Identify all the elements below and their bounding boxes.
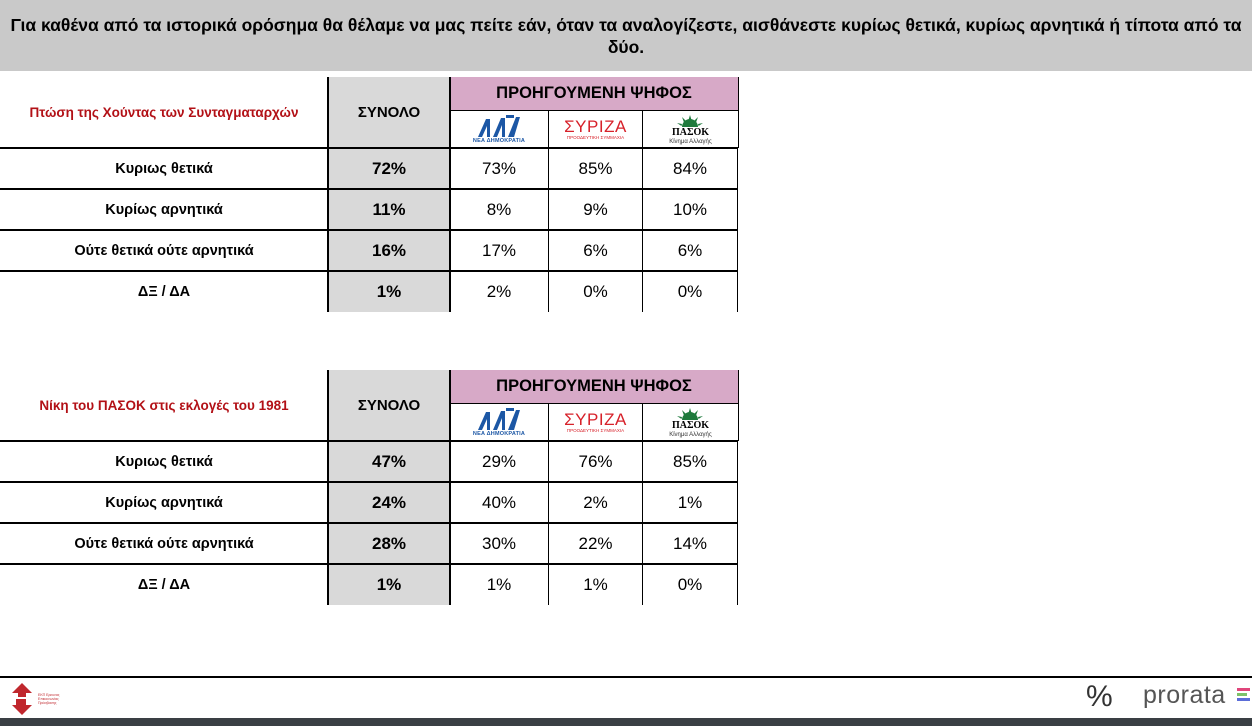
pasok-sun-icon bbox=[677, 408, 703, 420]
column-divider bbox=[449, 370, 451, 605]
pasok-sun-icon bbox=[677, 115, 703, 127]
column-divider bbox=[738, 77, 740, 148]
row-label: Ούτε θετικά ούτε αρνητικά bbox=[74, 242, 254, 259]
pasok-value: 10% bbox=[643, 189, 738, 230]
total-column-header: ΣΥΝΟΛΟ bbox=[328, 77, 450, 148]
column-divider bbox=[738, 370, 740, 441]
syriza-logo-subtext: ΠΡΟΟΔΕΥΤΙΚΗ ΣΥΜΜΑΧΙΑ bbox=[566, 135, 625, 141]
row-divider bbox=[0, 270, 738, 272]
nd-logo bbox=[473, 407, 525, 438]
syriza-value: 9% bbox=[549, 189, 643, 230]
syriza-value: 0% bbox=[549, 271, 643, 312]
syriza-value: 22% bbox=[549, 523, 643, 564]
footer-left-logo bbox=[12, 683, 62, 715]
nd-value: 73% bbox=[450, 148, 549, 189]
total-value: 72% bbox=[328, 148, 450, 189]
row-divider bbox=[0, 229, 738, 231]
pasok-value: 0% bbox=[643, 271, 738, 312]
syriza-logo bbox=[564, 118, 627, 141]
row-label: Κυριως θετικά bbox=[115, 160, 213, 177]
column-divider bbox=[327, 370, 329, 605]
nd-logo bbox=[473, 114, 525, 145]
nd-logo-icon bbox=[476, 407, 522, 431]
footer-bar bbox=[0, 718, 1252, 726]
total-value: 1% bbox=[328, 564, 450, 605]
nd-value: 17% bbox=[450, 230, 549, 271]
topic-title: Πτώση της Χούντας των Συνταγματαρχών bbox=[29, 105, 299, 120]
total-value: 1% bbox=[328, 271, 450, 312]
nd-value: 29% bbox=[450, 441, 549, 482]
total-value: 16% bbox=[328, 230, 450, 271]
pasok-value: 14% bbox=[643, 523, 738, 564]
total-value: 28% bbox=[328, 523, 450, 564]
syriza-value: 1% bbox=[549, 564, 643, 605]
nd-value: 2% bbox=[450, 271, 549, 312]
row-divider bbox=[0, 481, 738, 483]
results-table-1 bbox=[0, 77, 740, 312]
row-label: ΔΞ / ΔΑ bbox=[137, 283, 191, 300]
pasok-logo-text: ΠΑΣΟΚ bbox=[671, 126, 710, 138]
row-label: Κυρίως αρνητικά bbox=[105, 201, 223, 218]
question-header bbox=[0, 0, 1252, 71]
prorata-percent-icon: % bbox=[1086, 680, 1113, 713]
nd-column-header bbox=[450, 111, 549, 148]
nd-value: 1% bbox=[450, 564, 549, 605]
previous-vote-header: ΠΡΟΗΓΟΥΜΕΝΗ ΨΗΦΟΣ bbox=[450, 370, 738, 404]
pasok-value: 84% bbox=[643, 148, 738, 189]
total-value: 47% bbox=[328, 441, 450, 482]
nd-column-header bbox=[450, 404, 549, 441]
syriza-logo bbox=[564, 411, 627, 434]
syriza-value: 85% bbox=[549, 148, 643, 189]
syriza-logo-text: ΣΥΡΙΖΑ bbox=[564, 410, 627, 430]
row-label: Κυριως θετικά bbox=[115, 453, 213, 470]
syriza-column-header bbox=[549, 111, 643, 148]
row-label: Ούτε θετικά ούτε αρνητικά bbox=[74, 535, 254, 552]
syriza-column-header bbox=[549, 404, 643, 441]
row-divider bbox=[0, 188, 738, 190]
topic-title: Νίκη του ΠΑΣΟΚ στις εκλογές του 1981 bbox=[39, 398, 289, 413]
pasok-value: 0% bbox=[643, 564, 738, 605]
prorata-logo-text: prorata bbox=[1143, 681, 1226, 709]
syriza-value: 76% bbox=[549, 441, 643, 482]
pasok-value: 1% bbox=[643, 482, 738, 523]
column-divider bbox=[449, 77, 451, 312]
syriza-value: 2% bbox=[549, 482, 643, 523]
pasok-value: 6% bbox=[643, 230, 738, 271]
total-column-header: ΣΥΝΟΛΟ bbox=[328, 370, 450, 441]
column-divider bbox=[327, 77, 329, 312]
institute-text: ΕΚΠ Ερευνας Επικοινωνίας Πρόσβασης bbox=[38, 693, 60, 705]
syriza-value: 6% bbox=[549, 230, 643, 271]
question-text: Για καθένα από τα ιστορικά ορόσημα θα θέλαμε να μας πείτε εάν, όταν τα αναλογίζεστε, αισθάνεστε κυρίως θετικά, κυρίως αρνητικά ή τίποτα από τα δύο. bbox=[10, 14, 1242, 57]
syriza-logo-subtext: ΠΡΟΟΔΕΥΤΙΚΗ ΣΥΜΜΑΧΙΑ bbox=[566, 428, 625, 434]
previous-vote-header: ΠΡΟΗΓΟΥΜΕΝΗ ΨΗΦΟΣ bbox=[450, 77, 738, 111]
pasok-logo bbox=[669, 408, 712, 438]
row-divider bbox=[0, 522, 738, 524]
institute-logo-icon bbox=[12, 683, 32, 715]
pasok-logo-text: ΠΑΣΟΚ bbox=[671, 419, 710, 431]
nd-logo-text: ΝΕΑ ΔΗΜΟΚΡΑΤΙΑ bbox=[472, 138, 526, 145]
syriza-logo-text: ΣΥΡΙΖΑ bbox=[564, 117, 627, 137]
pasok-logo-subtext: Κίνημα Αλλαγής bbox=[669, 138, 712, 145]
row-label: Κυρίως αρνητικά bbox=[105, 494, 223, 511]
row-divider bbox=[0, 147, 738, 149]
results-table-2 bbox=[0, 370, 740, 605]
pasok-logo-subtext: Κίνημα Αλλαγής bbox=[669, 431, 712, 438]
prorata-bars-icon bbox=[1237, 688, 1250, 703]
nd-logo-icon bbox=[476, 114, 522, 138]
pasok-column-header bbox=[643, 111, 738, 148]
total-value: 11% bbox=[328, 189, 450, 230]
nd-value: 40% bbox=[450, 482, 549, 523]
nd-value: 30% bbox=[450, 523, 549, 564]
nd-value: 8% bbox=[450, 189, 549, 230]
pasok-column-header bbox=[643, 404, 738, 441]
row-label: ΔΞ / ΔΑ bbox=[137, 576, 191, 593]
row-divider bbox=[0, 563, 738, 565]
pasok-value: 85% bbox=[643, 441, 738, 482]
pasok-logo bbox=[669, 115, 712, 145]
total-value: 24% bbox=[328, 482, 450, 523]
footer-divider bbox=[0, 676, 1252, 678]
nd-logo-text: ΝΕΑ ΔΗΜΟΚΡΑΤΙΑ bbox=[472, 431, 526, 438]
row-divider bbox=[0, 440, 738, 442]
